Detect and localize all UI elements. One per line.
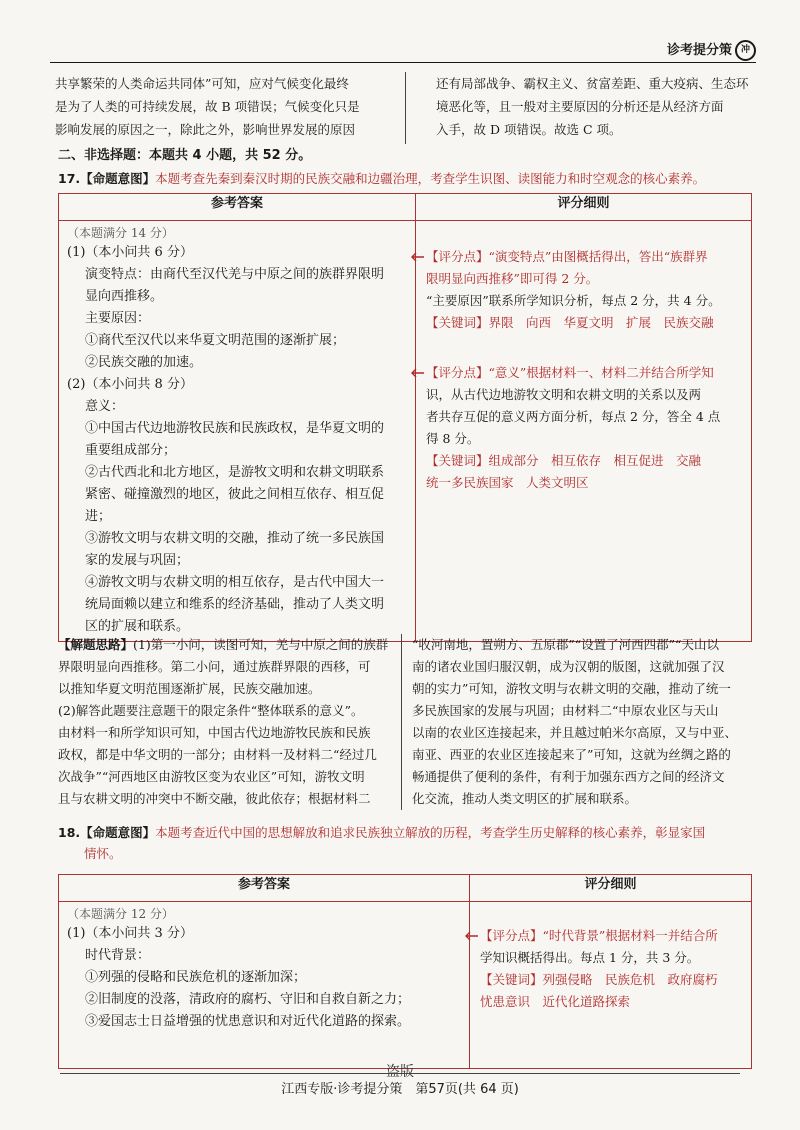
q18-keywords-a: 【关键词】列强侵略 民族危机 政府腐朽	[480, 972, 718, 987]
brand-header	[667, 40, 756, 61]
answer-line: 主要原因：	[85, 311, 151, 326]
bottom-divider	[60, 1073, 740, 1074]
analysis-right-column	[402, 634, 752, 810]
answer-line: ②古代西北和北方地区，是游牧文明和农耕文明联系	[85, 465, 385, 480]
q18-intent-text-2: 情怀。	[84, 846, 122, 861]
analysis-line: 以南的农业区连接起来，并且越过帕米尔高原，又与中亚、	[412, 725, 738, 740]
q18-part1-label: (1)（本小问共 3 分）	[67, 926, 193, 941]
q17-analysis	[58, 634, 752, 810]
answer-line: 区的扩展和联系。	[85, 619, 190, 634]
analysis-line: 多民族国家的发展与巩固；由材料二“中原农业区与天山	[412, 703, 719, 718]
q18-intent	[58, 822, 758, 864]
top-left-column	[55, 72, 406, 144]
rubric-line: 【评分点】“演变特点”由图概括得出，答出“族群界	[426, 249, 708, 264]
text-line: 境恶化等，且一般对主要原因的分析还是从经济方面	[436, 99, 724, 114]
arrow-left-icon	[464, 931, 478, 941]
answer-line: ④游牧文明与农耕文明的相互依存，是古代中国大一	[85, 575, 385, 590]
q17-rubric-cell	[416, 221, 752, 642]
answer-line: ②旧制度的没落，清政府的腐朽、守旧和自救自新之力；	[85, 992, 411, 1007]
text-line: 入手，故 D 项错误。故选 C 项。	[436, 122, 622, 137]
analysis-line: 南的诸农业国归服汉朝，成为汉朝的版图，这就加强了汉	[412, 659, 725, 674]
q18-full-score: （本题满分 12 分）	[67, 907, 174, 921]
answer-line: ②民族交融的加速。	[85, 355, 203, 370]
analysis-line: 南亚、西亚的农业区连接起来了”可知，这就为丝绸之路的	[412, 747, 731, 762]
answer-line: 家的发展与巩固；	[85, 553, 190, 568]
arrow-left-icon	[410, 252, 424, 262]
q18-intent-text: 本题考查近代中国的思想解放和追求民族独立解放的历程，考查学生历史解释的核心素养，彰显家国	[155, 825, 706, 840]
analysis-line: 朝的实力”可知，游牧文明与农耕文明的交融，推动了统一	[412, 681, 731, 696]
rubric-line: 【评分点】“时代背景”根据材料一并结合所	[480, 928, 718, 943]
analysis-heading: 【解题思路】	[58, 637, 134, 652]
text-line: 影响发展的原因之一，除此之外，影响世界发展的原因	[55, 122, 356, 137]
q17-number: 17.	[58, 171, 81, 186]
q18-header-answer: 参考答案	[59, 875, 470, 902]
page-footer: 江西专版·诊考提分策 第57页(共 64 页)	[281, 1082, 519, 1097]
analysis-line: 【解题思路】(1)第一小问，读图可知，羌与中原之间的族群	[58, 637, 389, 652]
q18-number: 18.	[58, 825, 81, 840]
answer-line: ③游牧文明与农耕文明的交融，推动了统一多民族国	[85, 531, 385, 546]
analysis-line: 且与农耕文明的冲突中不断交融，彼此依存；根据材料二	[58, 791, 371, 806]
q18-tag: 【命题意图】	[80, 825, 156, 840]
rubric-line: 者共存互促的意义两方面分析，每点 2 分，答全 4 点	[426, 409, 721, 424]
top-right-column	[406, 72, 752, 144]
analysis-line: “收河南地，置朔方、五原郡”“设置了河西四郡”“天山以	[412, 637, 719, 652]
analysis-line: 界限明显向西推移。第二小问，通过族群界限的西移，可	[58, 659, 371, 674]
q18-rubric-cell	[470, 902, 752, 1069]
top-divider	[50, 62, 756, 63]
q18-answer-cell	[59, 902, 470, 1069]
rubric-line: 得 8 分。	[426, 431, 480, 446]
q17-answer-table	[58, 193, 752, 642]
analysis-line: 由材料一和所学知识可知，中国古代边地游牧民族和民族	[58, 725, 371, 740]
rubric-line: “主要原因”联系所学知识分析，每点 2 分，共 4 分。	[426, 293, 721, 308]
rubric-line: 学知识概括得出。每点 1 分，共 3 分。	[480, 950, 700, 965]
text-line: 是为了人类的可持续发展，故 B 项错误；气候变化只是	[55, 99, 360, 114]
brand-logo-icon: 冲	[735, 40, 756, 61]
answer-line: 演变特点：由商代至汉代羌与中原之间的族群界限明	[85, 267, 385, 282]
top-continuation	[55, 72, 752, 144]
q17-answer-cell	[59, 221, 416, 642]
answer-line: ①商代至汉代以来华夏文明范围的逐渐扩展；	[85, 333, 346, 348]
answer-line: 统局面赖以建立和维系的经济基础，推动了人类文明	[85, 597, 385, 612]
watermark-stamp: 盗版	[386, 1064, 414, 1080]
q17-rubric-1	[426, 246, 743, 334]
q17-keywords-2b: 统一多民族国家 人类文明区	[426, 475, 589, 490]
q17-header-rubric: 评分细则	[416, 194, 752, 221]
q17-intent-text: 本题考查先秦到秦汉时期的民族交融和边疆治理，考查学生识图、读图能力和时空观念的核心素养。	[155, 171, 706, 186]
q17-rubric-2	[426, 362, 743, 494]
text-line: 还有局部战争、霸权主义、贫富差距、重大疫病、生态环	[436, 76, 749, 91]
q17-part1-label: (1)（本小问共 6 分）	[67, 245, 193, 260]
q18-rubric-1	[480, 925, 743, 1013]
analysis-left-column	[58, 634, 402, 810]
rubric-line: 【评分点】“意义”根据材料一、材料二并结合所学知	[426, 365, 714, 380]
answer-line: ③爱国志士日益增强的忧患意识和对近代化道路的探索。	[85, 1014, 411, 1029]
answer-line: 意义：	[85, 399, 125, 414]
answer-line: 重要组成部分；	[85, 443, 177, 458]
analysis-line: (2)解答此题要注意题干的限定条件“整体联系的意义”。	[58, 703, 364, 718]
analysis-line: 政权，都是中华文明的一部分；由材料一及材料二“经过几	[58, 747, 377, 762]
text-line: 共享繁荣的人类命运共同体”可知，应对气候变化最终	[55, 76, 349, 91]
rubric-line: 识，从古代边地游牧文明和农耕文明的关系以及两	[426, 387, 702, 402]
answer-line: 紧密、碰撞激烈的地区，彼此之间相互依存、相互促进；	[85, 487, 385, 524]
answer-line: ①列强的侵略和民族危机的逐渐加深；	[85, 970, 307, 985]
arrow-left-icon	[410, 368, 424, 378]
q17-full-score: （本题满分 14 分）	[67, 226, 174, 240]
q18-header-rubric: 评分细则	[470, 875, 752, 902]
answer-line: 显向西推移。	[85, 289, 164, 304]
analysis-line: 以推知华夏文明范围逐渐扩展，民族交融加速。	[58, 681, 321, 696]
section-heading: 二、非选择题：本题共 4 小题，共 52 分。	[58, 148, 312, 163]
q17-keywords-1: 【关键词】界限 向西 华夏文明 扩展 民族交融	[426, 315, 714, 330]
q17-tag: 【命题意图】	[80, 171, 156, 186]
analysis-line: 化交流，推动人类文明区的扩展和联系。	[412, 791, 638, 806]
q17-part2-label: (2)（本小问共 8 分）	[67, 377, 193, 392]
analysis-line: 次战争”“河西地区由游牧区变为农业区”可知，游牧文明	[58, 769, 365, 784]
analysis-line: 畅通提供了便利的条件，有利于加强东西方之间的经济文	[412, 769, 725, 784]
q17-header-answer: 参考答案	[59, 194, 416, 221]
brand-title: 诊考提分策	[666, 42, 732, 58]
q17-keywords-2a: 【关键词】组成部分 相互依存 相互促进 交融	[426, 453, 702, 468]
answer-line: 时代背景：	[85, 948, 151, 963]
q17-intent	[58, 168, 758, 189]
answer-line: ①中国古代边地游牧民族和民族政权，是华夏文明的	[85, 421, 385, 436]
rubric-line: 限明显向西推移”即可得 2 分。	[426, 271, 599, 286]
q18-answer-table	[58, 874, 752, 1069]
q18-keywords-b: 忧患意识 近代化道路探索	[480, 994, 631, 1009]
